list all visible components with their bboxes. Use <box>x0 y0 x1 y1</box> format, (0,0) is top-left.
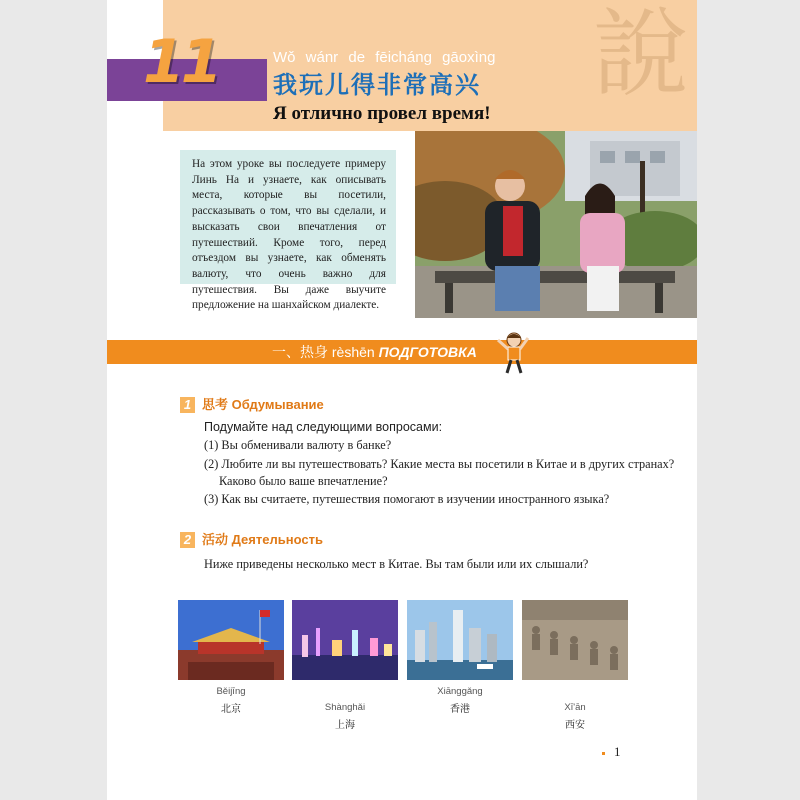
xian-chinese: 西安 <box>565 720 585 731</box>
shanghai-skyline-image <box>292 600 398 680</box>
shanghai-photo <box>292 600 398 680</box>
lesson-chinese-title: 我玩儿得非常高兴 <box>273 71 481 99</box>
part-1-title <box>202 397 324 414</box>
section-title <box>272 341 477 364</box>
decorative-calligraphy: 說 <box>593 0 689 110</box>
students-on-bench-image <box>415 131 697 318</box>
part-2-number: 2 <box>180 532 195 548</box>
xian-pinyin: Xī'ān <box>564 702 586 713</box>
mascot-icon <box>494 330 532 376</box>
beijing-photo <box>178 600 284 680</box>
shanghai-chinese: 上海 <box>335 720 355 731</box>
question-2: (2) Любите ли вы путешествовать? Какие места вы посетили в Китае и в других странах? <box>204 457 675 471</box>
tiananmen-image <box>178 600 284 680</box>
page-number-dot <box>602 752 605 755</box>
section-title-chinese: 一、热身 <box>272 345 328 361</box>
part-1-number: 1 <box>180 397 195 413</box>
part-2-prompt: Ниже приведены несколько мест в Китае. Вы там были или их слышали? <box>204 557 589 571</box>
lesson-photo <box>415 131 697 318</box>
hongkong-chinese: 香港 <box>450 704 470 715</box>
part-2-title-russian: Деятельность <box>231 532 323 547</box>
part-2-title <box>202 532 323 549</box>
section-title-pinyin: rèshēn <box>331 344 375 360</box>
lesson-intro-box: На этом уроке вы последуете примеру Линь На и узнаете, как описывать места, которые вы посетили, рассказывать о том, что вы сделали, и высказать свои впечатления от путешествий. Кроме того, перед отъездом вы узнаете, как обменять валюту, что очень важно для путешествия. Вы даже выучите предложение на шанхайском диалекте. <box>180 150 396 284</box>
page-number: 1 <box>614 744 621 759</box>
question-1: (1) Вы обменивали валюту в банке? <box>204 438 392 452</box>
terracotta-army-image <box>522 600 628 680</box>
part-2-title-chinese: 活动 <box>202 533 229 548</box>
lesson-russian-title: Я отлично провел время! <box>273 103 491 124</box>
part-1-title-chinese: 思考 <box>202 398 229 413</box>
hongkong-photo <box>407 600 513 680</box>
beijing-pinyin: Běijīng <box>216 686 246 697</box>
hongkong-pinyin: Xiānggǎng <box>437 686 483 697</box>
hongkong-harbor-image <box>407 600 513 680</box>
xian-photo <box>522 600 628 680</box>
beijing-chinese: 北京 <box>221 704 241 715</box>
part-1-prompt: Подумайте над следующими вопросами: <box>204 420 443 434</box>
lesson-number: 11 <box>143 27 219 97</box>
lesson-pinyin-title: Wǒ wánr de fēicháng gāoxìng <box>273 49 496 66</box>
shanghai-pinyin: Shànghǎi <box>324 702 366 713</box>
question-3: (3) Как вы считаете, путешествия помогают в изучении иностранного языка? <box>204 492 610 506</box>
section-title-russian: ПОДГОТОВКА <box>378 344 477 360</box>
part-1-title-russian: Обдумывание <box>231 397 324 412</box>
question-2-continued: Каково было ваше впечатление? <box>219 474 388 488</box>
